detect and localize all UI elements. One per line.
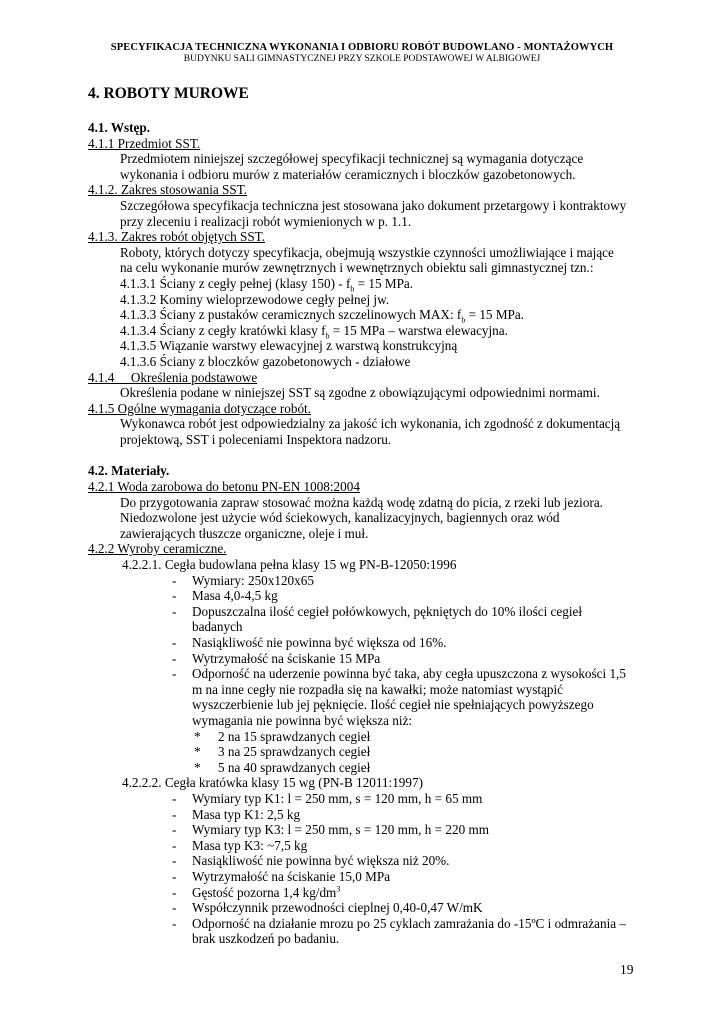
paragraph: projektową, SST i poleceniami Inspektora nadzoru.: [120, 431, 392, 447]
list-item: - Masa 4,0-4,5 kg: [172, 588, 278, 604]
document-body: [88, 84, 648, 947]
spacer: [88, 447, 648, 463]
list-item: 4.1.3.2 Kominy wieloprzewodowe cegły pełnej jw.: [120, 291, 390, 307]
paragraph: przy zleceniu i realizacji robót wymienionych w p. 1.1.: [120, 213, 412, 229]
paragraph: Niedozwolone jest użycie wód ściekowych, kanalizacyjnych, bagiennych oraz wód: [120, 510, 560, 526]
paragraph: Roboty, których dotyczy specyfikacja, obejmują wszystkie czynności umożliwiające i mające: [120, 244, 614, 260]
section-4-1-4-title: 4.1.4 Określenia podstawowe: [88, 369, 258, 385]
list-item: - Wytrzymałość na ściskanie 15,0 MPa: [172, 868, 391, 884]
list-item: - Nasiąkliwość nie powinna być większa niż 20%.: [172, 853, 450, 869]
sub-list-item: * 5 na 40 sprawdzanych cegieł: [194, 759, 371, 775]
list-item: 4.1.3.6 Ściany z bloczków gazobetonowych - działowe: [120, 353, 411, 369]
list-item: - Wytrzymałość na ściskanie 15 MPa: [172, 650, 381, 666]
list-item: - Współczynnik przewodności cieplnej 0,40-0,47 W/mK: [172, 900, 483, 916]
section-4-2-1-title: 4.2.1 Woda zarobowa do betonu PN-EN 1008:2004: [88, 479, 360, 495]
list-item: - Odporność na uderzenie powinna być taka, aby cegła upuszczona z wysokości 1,5 m na inne cegły nie rozpadła się na kawałki; może natomiast wystąpić wyszczerbienie lub jej pęknięcie. Ilość cegieł nie spełniających powyższego wymagania nie powinna być większa niż:: [172, 666, 626, 728]
list-item: - Wymiary typ K1: l = 250 mm, s = 120 mm, h = 65 mm: [172, 790, 483, 806]
list-item: - Masa typ K1: 2,5 kg: [172, 806, 301, 822]
paragraph: Wykonawca robót jest odpowiedzialny za jakość ich wykonania, ich zgodność z dokumentacją: [120, 416, 621, 432]
paragraph: wykonania i odbioru murów z materiałów ceramicznych i bloczków gazobetonowych.: [120, 166, 576, 182]
subsection-4-2-2-2-title: 4.2.2.2. Cegła kratówka klasy 15 wg (PN-B 12011:1997): [122, 775, 423, 791]
list-item: 4.1.3.5 Wiązanie warstwy elewacyjnej z warstwą konstrukcyjną: [120, 338, 458, 354]
header-title: SPECYFIKACJA TECHNICZNA WYKONANIA I ODBIORU ROBÓT BUDOWLANO - MONTAŻOWYCH: [110, 42, 614, 53]
sub-list-item: * 2 na 15 sprawdzanych cegieł: [194, 728, 371, 744]
paragraph: Do przygotowania zapraw stosować można każdą wodę zdatną do picia, z rzeki lub jeziora.: [120, 494, 603, 510]
paragraph: Określenia podane w niniejszej SST są zgodne z obowiązującymi odpowiednimi normami.: [120, 385, 600, 401]
paragraph: Szczegółowa specyfikacja techniczna jest stosowana jako dokument przetargowy i kontraktowy: [120, 197, 627, 213]
section-4-2-title: 4.2. Materiały.: [88, 463, 170, 479]
paragraph: na celu wykonanie murów zewnętrznych i wewnętrznych obiektu sali gimnastycznej tzn.:: [120, 260, 594, 276]
list-item: - Odporność na działanie mrozu po 25 cyklach zamrażania do -15ºC i odmrażania – brak uszkodzeń po badaniu.: [172, 915, 626, 947]
section-4-1-title: 4.1. Wstęp.: [88, 120, 151, 135]
section-4-2-2-title: 4.2.2 Wyroby ceramiczne.: [88, 541, 227, 557]
list-item: - Masa typ K3: ~7,5 kg: [172, 837, 308, 853]
subsection-4-2-2-1-title: 4.2.2.1. Cegła budowlana pełna klasy 15 wg PN-B-12050:1996: [122, 557, 457, 573]
sub-list-item: * 3 na 25 sprawdzanych cegieł: [194, 744, 371, 760]
list-item: 4.1.3.1 Ściany z cegły pełnej (klasy $150) - f_b = 15$ MPa.: [120, 275, 414, 294]
section-4-1-1-title: 4.1.1 Przedmiot SST.: [88, 135, 201, 151]
paragraph: zawierających tłuszcze organiczne, oleje i muł.: [120, 525, 369, 541]
section-4-1-5-title: 4.1.5 Ogólne wymagania dotyczące robót.: [88, 400, 312, 416]
list-item: - Nasiąkliwość nie powinna być większa od 16%.: [172, 635, 447, 650]
list-item: - Wymiary typ K3: l = 250 mm, s = 120 mm, h = 220 mm: [172, 822, 489, 838]
list-item: - Wymiary: 250x120x65: [172, 572, 314, 588]
list-item: 4.1.3.3 Ściany z pustaków ceramicznych szczelinowych MAX: $f_b = 15$ MPa.: [120, 307, 525, 325]
chapter-title: 4. ROBOTY MUROWE: [88, 85, 249, 102]
section-4-1-3-title: 4.1.3. Zakres robót objętych SST.: [88, 229, 266, 245]
list-item: - Gęstość pozorna 1,4 $kg/dm^3$: [172, 884, 341, 900]
page-number: 19: [620, 962, 634, 977]
section-4-1-2-title: 4.1.2. Zakres stosowania SST.: [88, 182, 248, 198]
paragraph: Przedmiotem niniejszej szczegółowej specyfikacji technicznej są wymagania dotyczące: [120, 151, 584, 167]
list-item: - Dopuszczalna ilość cegieł połówkowych, pękniętych do 10% ilości cegieł badanych: [172, 603, 583, 635]
header-subtitle: BUDYNKU SALI GIMNASTYCZNEJ PRZY SZKOLE PODSTAWOWEJ W ALBIGOWEJ: [183, 54, 541, 64]
list-item: 4.1.3.4 Ściany z cegły kratówki klasy $f_b = 15$ MPa – warstwa elewacyjna.: [120, 322, 508, 341]
